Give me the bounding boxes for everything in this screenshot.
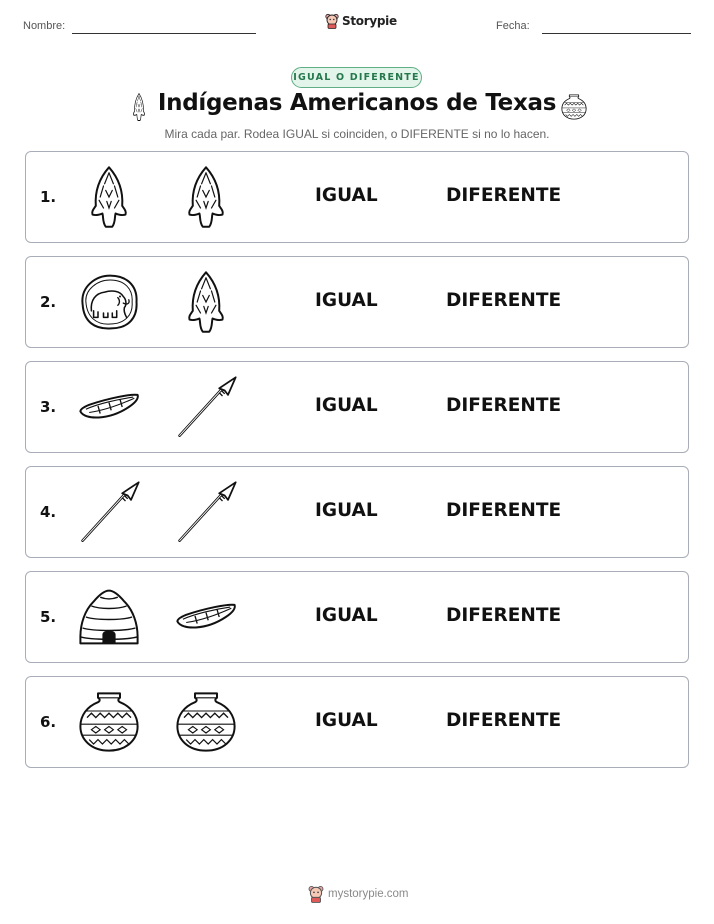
diferente-option[interactable]: DIFERENTE: [446, 395, 562, 416]
igual-option[interactable]: IGUAL: [315, 185, 378, 206]
date-line[interactable]: [542, 33, 691, 34]
arrowhead-icon: [76, 164, 142, 230]
row-number: 4.: [40, 503, 57, 521]
diferente-option[interactable]: DIFERENTE: [446, 710, 562, 731]
activity-tag: IGUAL O DIFERENTE: [291, 67, 422, 88]
instructions: Mira cada par. Rodea IGUAL si coinciden, o DIFERENTE si no lo hacen.: [164, 127, 550, 141]
footer: [308, 885, 409, 903]
pottery-jar-icon: [173, 689, 239, 755]
beehive-hut-icon: [76, 584, 142, 650]
spear-icon: [76, 479, 142, 545]
storypie-mascot-icon: [325, 13, 339, 29]
spear-icon: [173, 374, 239, 440]
igual-option[interactable]: IGUAL: [315, 605, 378, 626]
arrowhead-icon: [173, 269, 239, 335]
exercise-row: [25, 256, 689, 348]
exercise-row: [25, 151, 689, 243]
exercise-row: [25, 466, 689, 558]
diferente-option[interactable]: DIFERENTE: [446, 290, 562, 311]
pottery-jar-icon: [560, 92, 588, 122]
name-line[interactable]: [72, 33, 256, 34]
diferente-option[interactable]: DIFERENTE: [446, 185, 562, 206]
row-number: 3.: [40, 398, 57, 416]
arrowhead-icon: [173, 164, 239, 230]
date-label: Fecha:: [496, 20, 530, 32]
exercise-row: [25, 571, 689, 663]
storypie-mascot-icon: [308, 885, 324, 903]
page-title: Indígenas Americanos de Texas: [157, 90, 557, 116]
igual-option[interactable]: IGUAL: [315, 290, 378, 311]
diferente-option[interactable]: DIFERENTE: [446, 500, 562, 521]
canoe-icon: [173, 584, 239, 650]
igual-option[interactable]: IGUAL: [315, 710, 378, 731]
canoe-icon: [76, 374, 142, 440]
row-number: 6.: [40, 713, 57, 731]
mammoth-rock-icon: [76, 269, 142, 335]
exercise-row: [25, 676, 689, 768]
brand-logo: [325, 13, 397, 29]
row-number: 5.: [40, 608, 57, 626]
row-number: 2.: [40, 293, 57, 311]
pottery-jar-icon: [76, 689, 142, 755]
spear-icon: [173, 479, 239, 545]
igual-option[interactable]: IGUAL: [315, 500, 378, 521]
igual-option[interactable]: IGUAL: [315, 395, 378, 416]
exercise-row: [25, 361, 689, 453]
brand-name: Storypie: [342, 14, 397, 28]
row-number: 1.: [40, 188, 57, 206]
diferente-option[interactable]: DIFERENTE: [446, 605, 562, 626]
name-label: Nombre:: [23, 20, 66, 32]
footer-site: mystorypie.com: [328, 888, 409, 900]
